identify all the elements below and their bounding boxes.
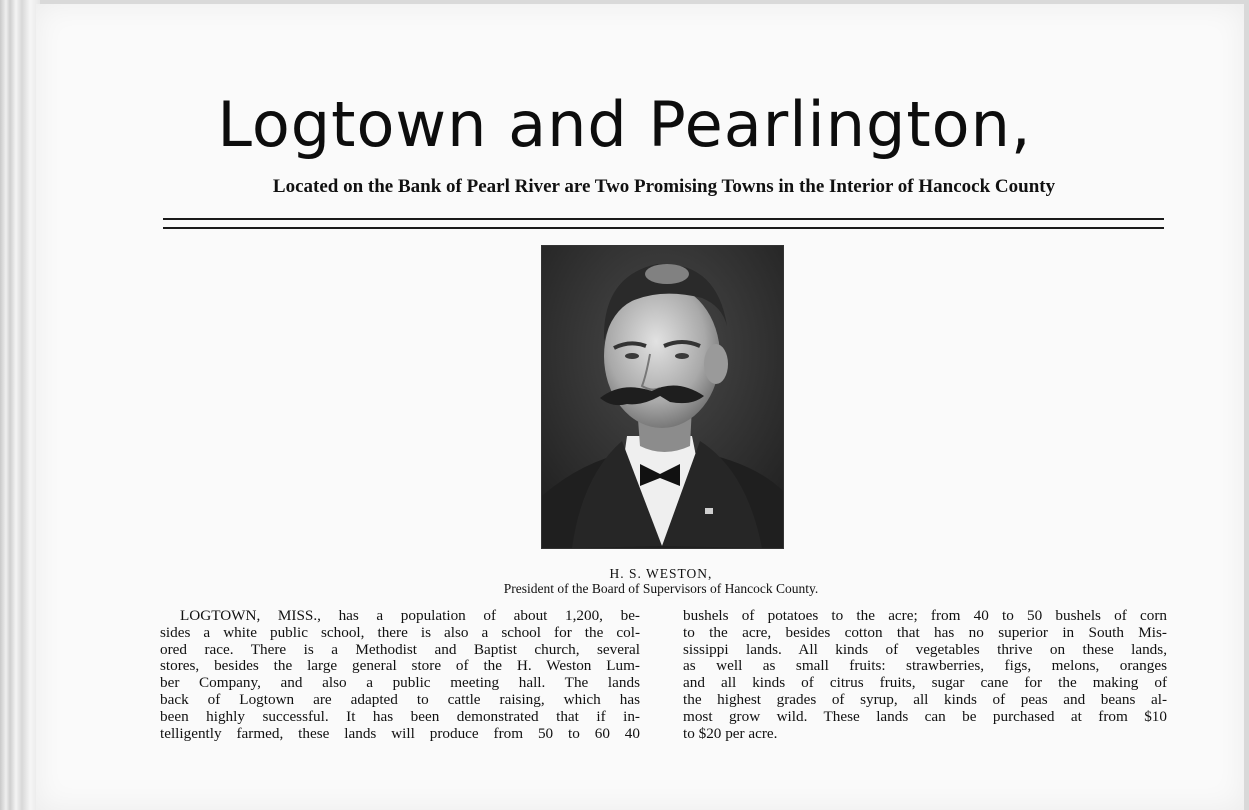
text-line: ored race. There is a Methodist and Baptist church, several bbox=[160, 640, 640, 658]
text-line: to the acre, besides cotton that has no superior in South Mis- bbox=[683, 623, 1167, 641]
text-line: sides a white public school, there is also a school for the col- bbox=[160, 623, 640, 641]
text-line: the highest grades of syrup, all kinds of peas and beans al- bbox=[683, 690, 1167, 708]
text-line: LOGTOWN, MISS., has a population of about 1,200, be- bbox=[180, 607, 640, 624]
divider-rule-bottom bbox=[163, 227, 1164, 229]
text-line: and all kinds of citrus fruits, sugar cane for the making of bbox=[683, 674, 1167, 692]
text-line: most grow wild. These lands can be purchased at from $10 bbox=[683, 707, 1167, 725]
page-subtitle: Located on the Bank of Pearl River are Two Promising Towns in the Interior of Hancock County bbox=[272, 176, 1056, 197]
text-line: as well as small fruits: strawberries, figs, melons, oranges bbox=[683, 657, 1167, 675]
text-line: back of Logtown are adapted to cattle raising, which has bbox=[160, 690, 640, 708]
text-line: sissippi lands. All kinds of vegetables thrive on these lands, bbox=[683, 640, 1167, 658]
divider-rule-top bbox=[163, 218, 1164, 220]
text-line: telligently farmed, these lands will produce from 50 to 60 40 bbox=[160, 724, 640, 742]
portrait-caption-name: H. S. WESTON, bbox=[609, 566, 713, 581]
text-line: bushels of potatoes to the acre; from 40 to 50 bushels of corn bbox=[683, 607, 1167, 624]
portrait-photo bbox=[541, 245, 784, 549]
page-title: Logtown and Pearlington, bbox=[217, 88, 1032, 161]
text-line: been highly successful. It has been demonstrated that if in- bbox=[160, 707, 640, 725]
portrait-caption-role: President of the Board of Supervisors of Hancock County. bbox=[503, 581, 819, 596]
text-line: ber Company, and also a public meeting hall. The lands bbox=[160, 674, 640, 692]
text-line: stores, besides the large general store of the H. Weston Lum- bbox=[160, 657, 640, 675]
man-portrait-icon bbox=[542, 246, 783, 548]
text-line: to $20 per acre. bbox=[683, 724, 778, 742]
article-column-left bbox=[160, 608, 640, 742]
article-column-right bbox=[683, 608, 1167, 742]
